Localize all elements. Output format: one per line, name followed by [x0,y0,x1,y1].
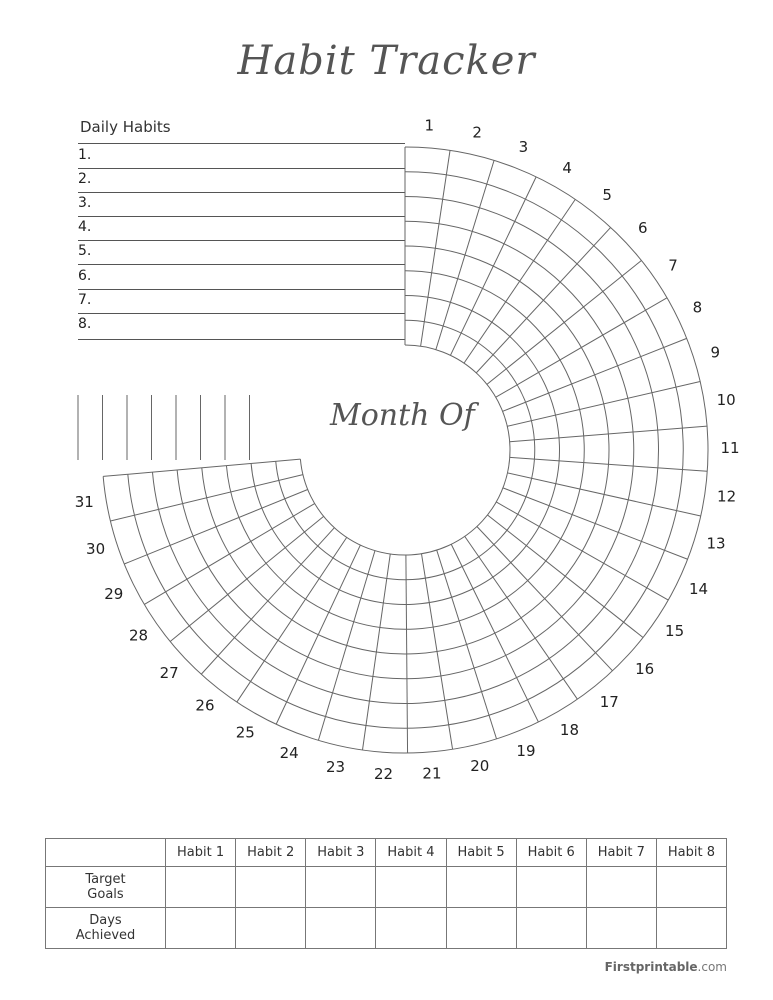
days-achieved-cell[interactable] [656,908,726,949]
habit-number: 6. [78,268,92,284]
wheel-divider [124,489,307,563]
day-label: 15 [665,622,685,641]
day-label: 28 [128,626,149,645]
habit-column-header: Habit 2 [236,839,306,867]
month-of-label: Month Of [330,398,475,433]
day-label: 27 [159,664,179,683]
day-label: 2 [472,123,482,142]
wheel-divider [201,528,334,675]
summary-table [45,838,727,949]
habit-number: 5. [78,243,92,259]
day-label: 26 [195,696,215,715]
days-achieved-cell[interactable] [236,908,306,949]
habit-number: 1. [78,147,92,163]
days-achieved-cell[interactable] [166,908,236,949]
wheel-divider [110,475,302,521]
target-goal-cell[interactable] [656,867,726,908]
habit-column-header: Habit 6 [516,839,586,867]
day-label: 7 [668,256,678,275]
row-label-line: Goals [87,887,124,902]
day-label: 21 [422,764,442,783]
wheel-ring [103,147,708,753]
day-label: 11 [720,439,740,458]
wheel-divider [507,473,700,516]
day-label: 20 [470,756,490,775]
habit-column-header: Habit 8 [656,839,726,867]
wheel-divider [421,554,452,750]
footer-suffix: .com [697,960,727,974]
target-goal-cell[interactable] [516,867,586,908]
day-label: 14 [689,579,709,598]
habit-number: 7. [78,292,92,308]
wheel-ring [276,320,535,580]
wheel-divider [451,544,538,722]
habit-number: 8. [78,316,92,332]
wheel-divider [103,459,300,476]
habit-column-header: Habit 3 [306,839,376,867]
target-goal-cell[interactable] [446,867,516,908]
target-goal-cell[interactable] [236,867,306,908]
wheel-divider [476,227,610,372]
day-label: 6 [637,218,648,237]
habit-column-header: Habit 5 [446,839,516,867]
wheel-divider [507,382,700,427]
day-label: 4 [562,158,572,177]
day-label: 5 [602,186,612,205]
habit-column-header: Habit 7 [586,839,656,867]
target-goal-cell[interactable] [376,867,446,908]
target-goal-cell[interactable] [306,867,376,908]
day-label: 29 [104,584,124,603]
day-label: 18 [559,720,580,739]
days-achieved-cell[interactable] [446,908,516,949]
daily-habits-heading: Daily Habits [80,118,171,136]
wheel-divider [477,527,613,671]
day-label: 17 [599,693,619,712]
habit-number: 2. [78,171,92,187]
page-title: Habit Tracker [237,38,536,84]
days-achieved-cell[interactable] [376,908,446,949]
day-label: 12 [717,487,737,506]
day-label: 22 [373,764,394,783]
day-label: 8 [692,298,703,317]
wheel-ring [300,345,510,555]
wheel-ring [128,172,683,729]
day-label: 10 [716,390,736,409]
footer-credit [605,960,727,974]
habit-number: 4. [78,219,92,235]
day-label: 16 [635,660,655,679]
wheel-divider [362,554,390,750]
row-label-line: Achieved [75,928,136,943]
day-label: 3 [518,137,529,156]
days-achieved-label [46,908,166,949]
habit-column-header: Habit 4 [376,839,446,867]
wheel-divider [496,298,667,397]
day-label: 25 [235,723,255,742]
day-label: 9 [710,343,721,362]
target-goal-cell[interactable] [166,867,236,908]
day-label: 13 [706,534,726,553]
day-label: 24 [279,744,299,763]
row-label-line: Target [85,872,126,887]
row-label-line: Days [89,913,122,928]
day-label: 31 [74,492,94,511]
days-achieved-cell[interactable] [586,908,656,949]
footer-brand: Firstprintable [604,960,698,974]
days-achieved-cell[interactable] [516,908,586,949]
days-achieved-cell[interactable] [306,908,376,949]
day-label: 1 [424,116,434,135]
habit-number: 3. [78,195,92,211]
summary-corner-cell [46,839,166,867]
target-goal-cell[interactable] [586,867,656,908]
habit-column-header: Habit 1 [166,839,236,867]
wheel-divider [144,504,314,605]
day-label: 23 [326,757,346,776]
wheel-divider [318,551,375,741]
day-label: 30 [86,539,106,558]
target-goals-label [46,867,166,908]
day-label: 19 [516,742,536,761]
wheel-divider [437,550,497,739]
